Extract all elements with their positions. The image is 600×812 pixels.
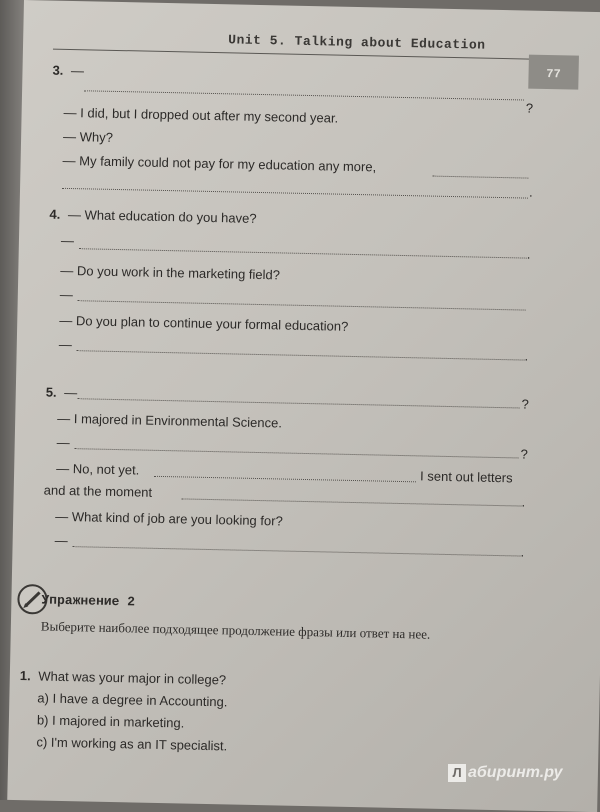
exercise-title: Упражнение 2 (41, 592, 136, 610)
section3-blank3[interactable] (62, 187, 528, 199)
book-page (7, 0, 600, 812)
unit-header-title: Unit 5. Talking about Education (228, 32, 486, 53)
section4-blank2[interactable] (78, 299, 526, 310)
section5-qmark1: ? (521, 396, 530, 412)
section5-blank3[interactable] (154, 475, 416, 482)
section5-answer2: — No, not yet. (56, 460, 140, 478)
section4-period3: . (524, 348, 529, 364)
section4-question1: — What education do you have? (67, 206, 257, 226)
section3-dash: — (70, 63, 85, 79)
section5-period1: . (521, 494, 526, 510)
section5-dash2: — (56, 434, 70, 451)
section5-blank2[interactable] (75, 447, 519, 458)
section5-blank5[interactable] (73, 545, 521, 556)
section3-line4: — My family could not pay for my education any more, (62, 152, 377, 175)
section3-number: 3. (52, 62, 64, 78)
section5-period2: . (520, 544, 525, 560)
section3-blank1[interactable] (84, 89, 524, 100)
exercise-option-a: a) I have a degree in Accounting. (37, 690, 228, 710)
section5-dash1: — (64, 384, 78, 401)
section4-dash3: — (58, 336, 72, 353)
labirint-watermark (448, 764, 563, 782)
section5-blank4[interactable] (182, 497, 522, 506)
section4-question2: — Do you work in the marketing field? (60, 262, 281, 283)
section3-line3: — Why? (62, 128, 114, 145)
watermark-text: абиринт.ру (468, 764, 563, 781)
section5-answer2-line2: and at the moment (43, 482, 153, 500)
page-number: 77 (528, 55, 579, 90)
section4-blank1[interactable] (79, 247, 527, 258)
exercise-instruction: Выберите наиболее подходящее продолжение фразы или ответ на нее. (40, 618, 431, 642)
exercise-question-number: 1. (19, 668, 31, 684)
section4-blank3[interactable] (77, 349, 525, 360)
section5-answer2-cont: I sent out letters (419, 468, 513, 486)
section5-line1 (46, 385, 78, 401)
section4-period1: . (526, 246, 531, 262)
section3-period: . (528, 184, 533, 200)
section4-dash2: — (59, 286, 73, 303)
section3-qmark: ? (525, 100, 534, 116)
section3-line2: — I did, but I dropped out after my second year. (63, 104, 339, 126)
section3-line1 (52, 63, 84, 79)
exercise-option-b: b) I majored in marketing. (36, 712, 185, 731)
section5-answer1: — I majored in Environmental Science. (57, 410, 283, 431)
section4-line1 (49, 207, 256, 226)
section5-qmark2: ? (520, 446, 528, 462)
exercise-question (20, 668, 227, 687)
section4-question3: — Do you plan to continue your formal education? (59, 312, 349, 334)
section5-dash3: — (54, 532, 68, 549)
section5-blank1[interactable] (78, 397, 520, 408)
section5-question: — What kind of job are you looking for? (55, 508, 283, 529)
exercise-question-text: What was your major in college? (38, 668, 227, 688)
section3-blank2[interactable] (432, 175, 528, 179)
section5-number: 5. (45, 384, 57, 400)
watermark-logo: Л (448, 764, 466, 782)
exercise-option-c: c) I'm working as an IT specialist. (36, 734, 228, 754)
section4-number: 4. (49, 206, 61, 222)
section4-dash1: — (60, 232, 75, 249)
